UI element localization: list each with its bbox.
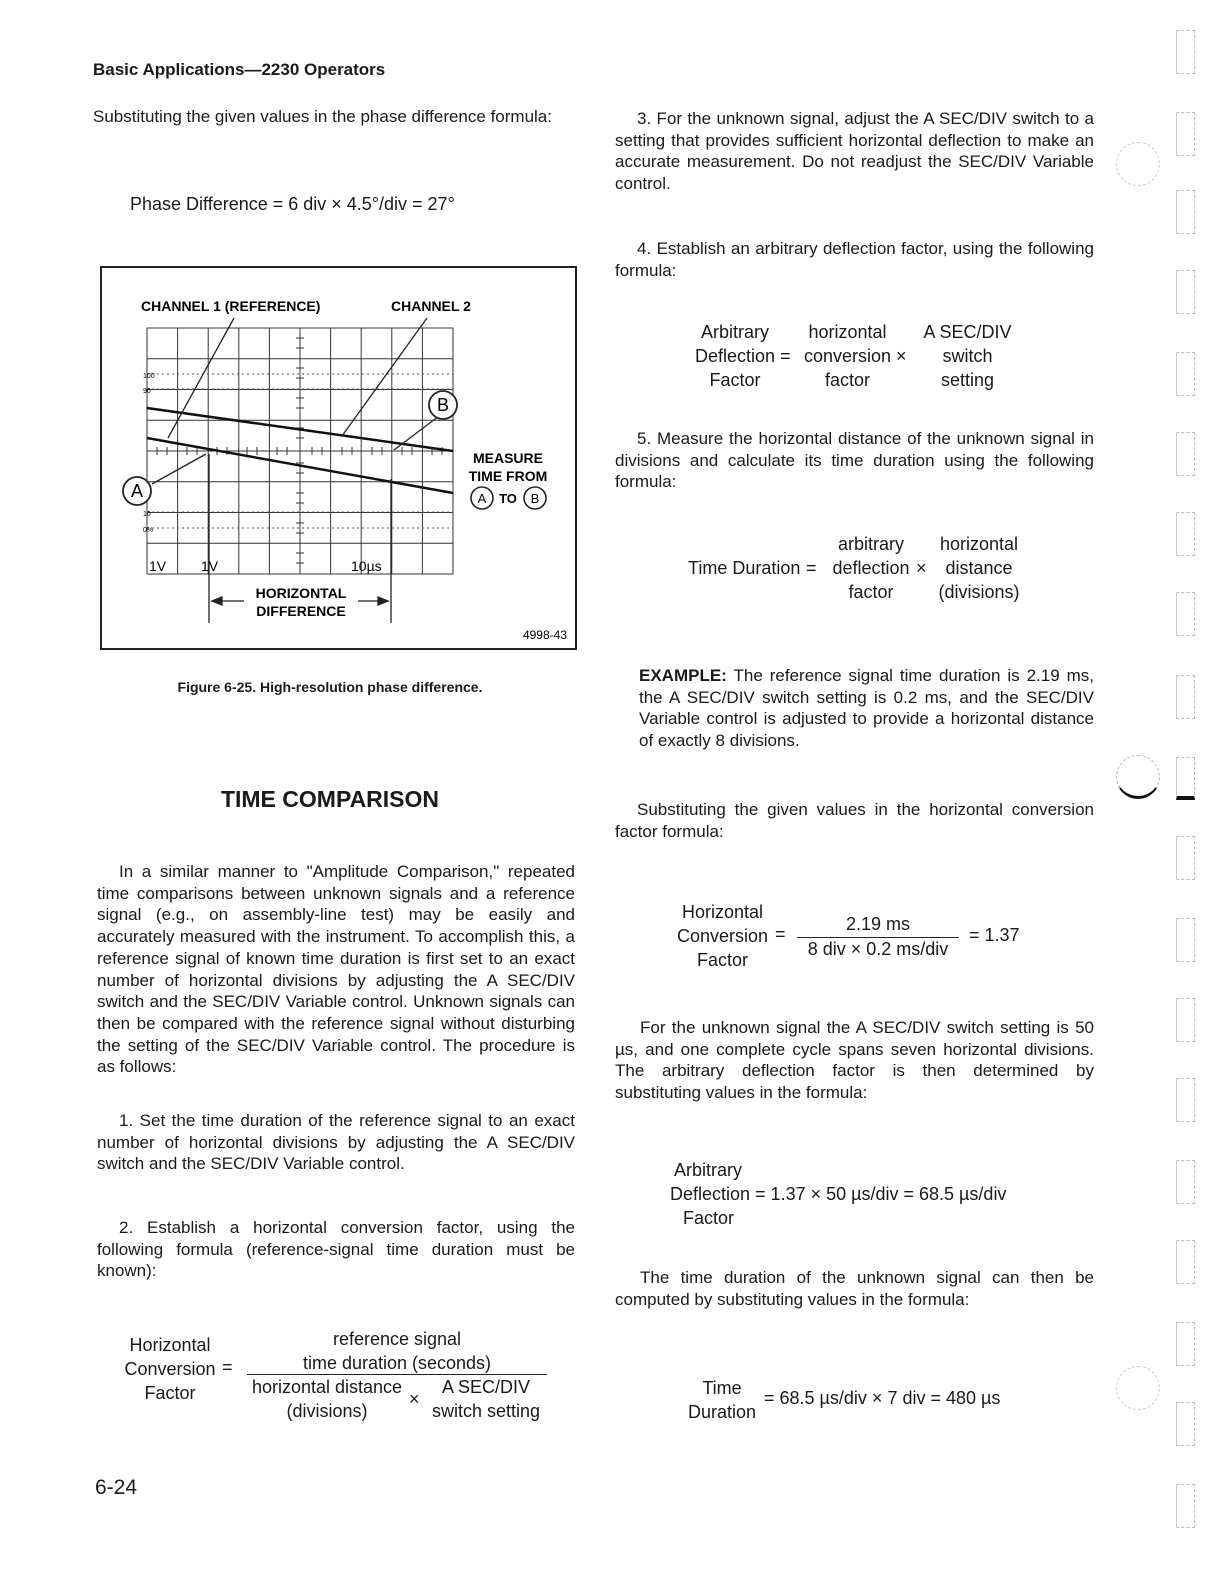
f2-times: × (409, 1389, 420, 1409)
figure-caption: Figure 6-25. High-resolution phase difference. (177, 679, 483, 695)
step-3: 3. For the unknown signal, adjust the A SEC/DIV switch to a setting that provides sufficient horizontal deflection to make an accurate measurement. Do not readjust the SEC/DIV Variable control. (615, 109, 1094, 194)
time-duration-paragraph: The time duration of the unknown signal can then be computed by substituting values in the formula: (615, 1268, 1094, 1309)
td-calculation (686, 1376, 1066, 1426)
step-5: 5. Measure the horizontal distance of the unknown signal in divisions and calculate its time duration using the following formula: (615, 429, 1094, 492)
hcf-den: 8 div × 0.2 ms/div (807, 939, 949, 959)
f2-lhs3: Factor (144, 1383, 196, 1403)
hcf-calculation (675, 900, 1055, 975)
td-l1: Time (702, 1378, 742, 1398)
measure-to: TO (499, 491, 517, 506)
f5-lhs: Time Duration (688, 558, 801, 578)
f2-lhs1: Horizontal (129, 1335, 211, 1355)
f2-den2b: switch setting (431, 1401, 541, 1421)
page-number: 6-24 (95, 1476, 138, 1499)
measure-line2: TIME FROM (468, 468, 548, 484)
f5-c1a: arbitrary (837, 534, 904, 554)
readout-time: 10µs (351, 558, 382, 574)
scale-0: 0% (143, 527, 154, 534)
example-paragraph (639, 665, 1094, 752)
unknown-signal-paragraph: For the unknown signal the A SEC/DIV switch setting is 50 µs, and one complete cycle spans seven horizontal divisions. The arbitrary deflection factor is then determined by substituting values in the formula: (615, 1018, 1094, 1103)
running-header: Basic Applications—2230 Operators (93, 60, 386, 79)
hcf-l2: Conversion (676, 926, 769, 946)
graticule (147, 328, 453, 574)
hcf-l3: Factor (696, 950, 748, 970)
hd-line1: HORIZONTAL (255, 585, 347, 601)
f4-c3c: setting (940, 370, 995, 390)
ch2-label: CHANNEL 2 (391, 298, 471, 314)
f4-eq: = (780, 346, 791, 366)
hcf-num: 2.19 ms (845, 914, 911, 934)
f5-c2c: (divisions) (938, 582, 1020, 602)
time-duration-formula (688, 532, 1048, 607)
hcf-l1: Horizontal (681, 902, 764, 922)
f5-c2a: horizontal (939, 534, 1019, 554)
f4-c3a: A SEC/DIV (923, 322, 1012, 342)
figure-id: 4998-43 (522, 628, 567, 642)
f2-eq: = (222, 1357, 233, 1377)
f2-den1a: horizontal distance (251, 1377, 403, 1397)
step-2: 2. Establish a horizontal conversion factor, using the following formula (reference-signal time duration must be known): (97, 1218, 575, 1281)
adf-calculation (670, 1158, 1070, 1230)
scale-100: 100 (143, 373, 155, 380)
f4-c2b: conversion (803, 346, 892, 366)
hcf-result: = 1.37 (969, 925, 1020, 945)
f2-den2a: A SEC/DIV (441, 1377, 531, 1397)
f5-times: × (916, 558, 927, 578)
f2-num1: reference signal (332, 1329, 462, 1349)
adf-l1: Arbitrary (674, 1160, 743, 1180)
f4-c2c: factor (824, 370, 871, 390)
f4-c1a: Arbitrary (700, 322, 769, 342)
f4-c2a: horizontal (808, 322, 887, 342)
td-l2: Duration (687, 1402, 757, 1422)
f2-den1b: (divisions) (286, 1401, 368, 1421)
measure-line1: MEASURE (472, 450, 544, 466)
f4-c1b: Deflection (694, 346, 776, 366)
measure-a: A (477, 491, 487, 506)
phase-diagram (102, 268, 575, 648)
section-title: TIME COMPARISON (220, 786, 440, 812)
f2-lhs2: Conversion (124, 1359, 216, 1379)
intro-paragraph: Substituting the given values in the phase difference formula: (93, 107, 552, 126)
ch1-label: CHANNEL 1 (REFERENCE) (141, 298, 321, 314)
substitution-paragraph: Substituting the given values in the horizontal conversion factor formula: (615, 800, 1094, 841)
phase-equation: Phase Difference = 6 div × 4.5°/div = 27° (130, 194, 455, 214)
f2-num2: time duration (seconds) (302, 1353, 492, 1373)
measure-b: B (530, 491, 540, 506)
arbitrary-formula (690, 320, 1050, 395)
f5-c1c: factor (848, 582, 894, 602)
td-rhs: = 68.5 µs/div × 7 div = 480 µs (764, 1388, 1001, 1408)
f4-times: × (896, 346, 907, 366)
adf-l2: Deflection = 1.37 × 50 µs/div = 68.5 µs/div (670, 1184, 1007, 1204)
marker-a: A (130, 481, 144, 501)
f5-eq: = (806, 558, 817, 578)
example-label: EXAMPLE: (639, 666, 727, 685)
figure-6-25 (100, 266, 577, 650)
example-text: The reference signal time duration is 2.19 ms, the A SEC/DIV switch setting is 0.2 ms, and the SEC/DIV Variable control is adjusted to provide a horizontal distance of exactly 8 divisions. (639, 666, 1095, 751)
hd-line2: DIFFERENCE (256, 603, 346, 619)
step-4: 4. Establish an arbitrary deflection factor, using the following formula: (615, 239, 1094, 280)
scale-10: 10 (143, 511, 151, 518)
f5-c2b: distance (945, 558, 1013, 578)
intro-time-comparison: In a similar manner to "Amplitude Comparison," repeated time comparisons between unknown signals and a reference signal (e.g., on assembly-line test) may be easily and accurately measured with the instrument. To accomplish this, a reference signal of known time duration is first set to an exact number of horizontal divisions by adjusting the A SEC/DIV switch and the SEC/DIV Variable control. Unknown signals can then be compared with the reference signal without disturbing the setting of the SEC/DIV Variable control. The procedure is as follows: (97, 862, 575, 1077)
hcf-eq: = (775, 924, 786, 944)
readout-ch2: 1V (201, 558, 219, 574)
scale-90: 90 (143, 388, 151, 395)
conversion-formula (110, 1323, 560, 1433)
marker-b: B (436, 395, 450, 415)
readout-ch1: 1V (149, 558, 167, 574)
f5-c1b: deflection (832, 558, 910, 578)
step-1: 1. Set the time duration of the reference signal to an exact number of horizontal divisions by adjusting the A SEC/DIV switch and the SEC/DIV Variable control. (97, 1111, 575, 1174)
f4-c3b: switch (942, 346, 993, 366)
adf-l3: Factor (683, 1208, 735, 1228)
hcf-fraction-bar (797, 937, 959, 938)
f4-c1c: Factor (709, 370, 761, 390)
